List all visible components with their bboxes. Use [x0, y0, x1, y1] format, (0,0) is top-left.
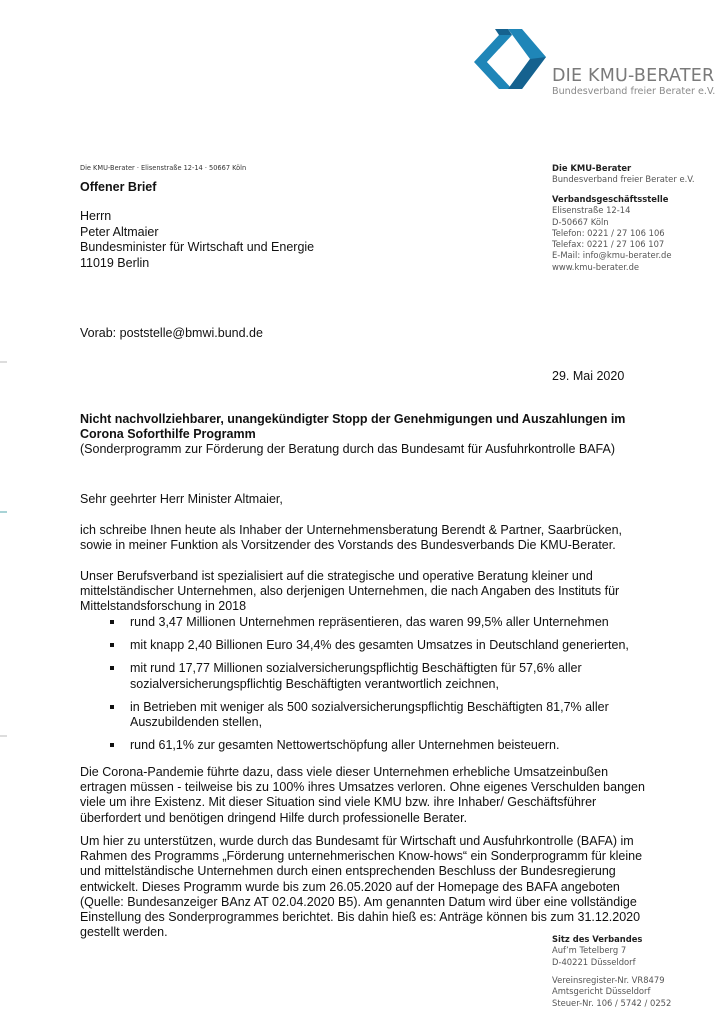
org-subtitle: Bundesverband freier Berater e.V. — [552, 174, 695, 185]
list-item — [80, 738, 629, 753]
fold-mark — [0, 735, 7, 737]
bullet-icon — [110, 705, 114, 709]
text-line: überfordert und benötigen dringend Hilfe durch professionelle Berater. — [80, 810, 468, 825]
recipient-salutation: Herrn — [80, 209, 112, 223]
bullet-icon — [110, 620, 114, 624]
subject-line-3: (Sonderprogramm zur Förderung der Beratung durch das Bundesamt für Ausfuhrkontrolle BAFA) — [80, 442, 615, 457]
subject — [80, 412, 625, 458]
text-line: ich schreibe Ihnen heute als Inhaber der Unternehmensberatung Berendt & Partner, Saarbrücken, — [80, 523, 623, 537]
letter-date: 29. Mai 2020 — [552, 369, 625, 383]
fold-mark — [0, 361, 7, 363]
paragraph-pandemic — [80, 765, 645, 826]
bullet-icon — [110, 743, 114, 747]
recipient-city: 11019 Berlin — [80, 255, 150, 270]
text-line: in Betrieben mit weniger als 500 sozialversicherungspflichtig Beschäftigten 81,7% aller — [130, 699, 609, 714]
register-number: Vereinsregister-Nr. VR8479 — [552, 975, 665, 985]
list-item — [80, 615, 629, 630]
paragraph-bafa-program — [80, 834, 642, 940]
text-line: gestellt werden. — [80, 925, 168, 940]
court: Amtsgericht Düsseldorf — [552, 986, 651, 997]
office-email[interactable]: E-Mail: info@kmu-berater.de — [552, 250, 672, 261]
list-item — [80, 661, 629, 691]
office-city: D-50667 Köln — [552, 216, 609, 227]
paragraph-intro — [80, 523, 622, 553]
paragraph-association — [80, 569, 619, 615]
recipient-title: Bundesminister für Wirtschaft und Energie — [80, 240, 315, 254]
office-heading: Verbandsgeschäftsstelle — [552, 194, 669, 204]
text-line: Unser Berufsverband ist spezialisiert auf die strategische und operative Beratung kleiner und — [80, 569, 593, 583]
text-line: mittelständischer Unternehmen, also derjenigen Unternehmen, die nach Angaben des Instituts für — [80, 584, 620, 599]
org-name: Die KMU-Berater — [552, 163, 632, 173]
office-fax: Telefax: 0221 / 27 106 107 — [552, 239, 665, 250]
text-line: mit knapp 2,40 Billionen Euro 34,4% des gesamten Umsatzes in Deutschland generierten, — [130, 638, 629, 653]
document-type: Offener Brief — [80, 180, 157, 194]
list-item — [80, 638, 629, 653]
text-line: sowie in meiner Funktion als Vorsitzender des Vorstands des Bundesverbands Die KMU-Berater. — [80, 538, 616, 553]
text-line: Einstellung des Sonderprogrammes berichtet. Bis dahin hieß es: Anträge können bis zum 31.12.2020 — [80, 910, 641, 925]
kmu-berater-logo-icon — [468, 27, 548, 97]
text-line: und mittelständische Unternehmen durch einen entsprechenden Beschluss der Bundesregierung — [80, 864, 616, 879]
office-street: Elisenstraße 12-14 — [552, 205, 631, 216]
text-line: Auszubildenden stellen, — [130, 715, 263, 730]
text-line: rund 61,1% zur gesamten Nettowertschöpfung aller Unternehmen beisteuern. — [130, 738, 560, 753]
subject-line-1: Nicht nachvollziehbarer, unangekündigter Stopp der Genehmigungen und Auszahlungen im — [80, 412, 626, 426]
sender-return-address: Die KMU-Berater · Elisenstraße 12-14 · 50667 Köln — [80, 164, 247, 172]
text-line: sozialversicherungspflichtig Beschäftigten verantwortlich zeichnen, — [130, 676, 499, 691]
tax-number: Steuer-Nr. 106 / 5742 / 0252 — [552, 997, 672, 1008]
text-line: ertragen müssen - teilweise bis zu 100% ihres Umsatzes verloren. Ohne eigenes Verschulden bangen — [80, 780, 645, 795]
text-line: Um hier zu unterstützen, wurde durch das Bundesamt für Wirtschaft und Ausfuhrkontrolle (BAFA) im — [80, 834, 634, 848]
brand-subtitle: Bundesverband freier Berater e.V. — [552, 86, 716, 97]
text-line: mit rund 17,77 Millionen sozialversicherungspflichtig Beschäftigten für 57,6% aller — [130, 661, 582, 676]
punch-mark — [0, 511, 7, 513]
seat-city: D-40221 Düsseldorf — [552, 956, 636, 967]
recipient-address — [80, 209, 314, 271]
seat-heading: Sitz des Verbandes — [552, 934, 643, 944]
greeting: Sehr geehrter Herr Minister Altmaier, — [80, 492, 283, 506]
subject-line-2: Corona Soforthilfe Programm — [80, 427, 256, 442]
bullet-icon — [110, 666, 114, 670]
bullet-icon — [110, 643, 114, 647]
text-line: Die Corona-Pandemie führte dazu, dass viele dieser Unternehmen erhebliche Umsatzeinbußen — [80, 765, 609, 779]
text-line: entwickelt. Dieses Programm wurde bis zum 26.05.2020 auf der Homepage des BAFA angeboten — [80, 879, 620, 894]
sidebar-seat — [552, 934, 642, 968]
sidebar-office — [552, 194, 672, 273]
vorab-email: Vorab: poststelle@bmwi.bund.de — [80, 326, 263, 340]
office-website[interactable]: www.kmu-berater.de — [552, 261, 640, 272]
text-line: viele um ihre Existenz. Mit dieser Situation sind viele KMU bzw. ihre Inhaber/ Geschäftsführer — [80, 795, 597, 810]
text-line: rund 3,47 Millionen Unternehmen repräsentieren, das waren 99,5% aller Unternehmen — [130, 615, 609, 629]
text-line: Mittelstandsforschung in 2018 — [80, 599, 247, 614]
statistics-list — [80, 615, 629, 761]
text-line: (Quelle: Bundesanzeiger BAnz AT 02.04.2020 B5). Am genannten Datum wird über eine vollständige — [80, 894, 637, 909]
seat-street: Auf’m Tetelberg 7 — [552, 945, 627, 956]
brand-name: DIE KMU-BERATER — [552, 66, 715, 86]
sidebar-org — [552, 163, 695, 186]
sidebar-registry — [552, 975, 671, 1009]
list-item — [80, 700, 629, 730]
office-phone: Telefon: 0221 / 27 106 106 — [552, 227, 665, 238]
recipient-name: Peter Altmaier — [80, 224, 159, 239]
text-line: Rahmen des Programms „Förderung unternehmerischen Know-hows“ ein Sonderprogramm für kleine — [80, 849, 643, 864]
